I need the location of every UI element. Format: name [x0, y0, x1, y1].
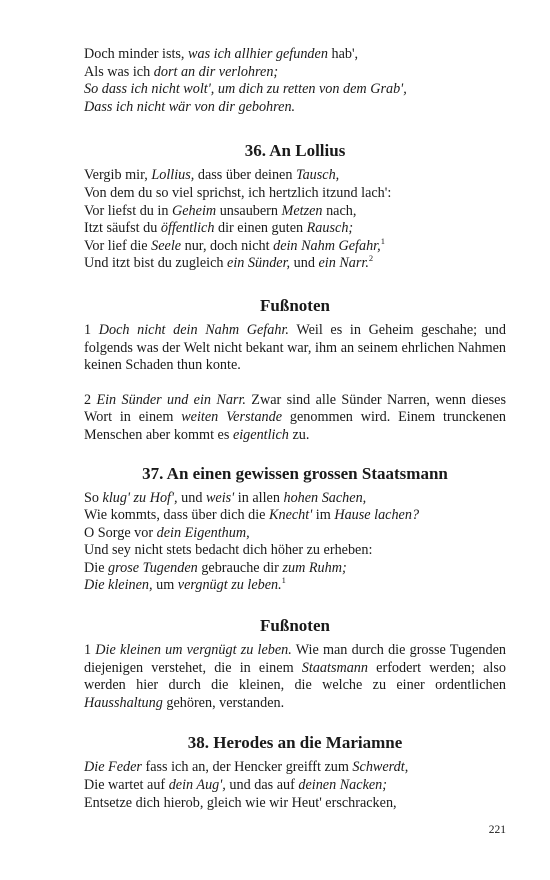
verse-line: [84, 577, 506, 595]
italic-text: Die Feder: [84, 759, 142, 776]
italic-text: dein Eigenthum,: [156, 524, 250, 541]
italic-text: Die kleinen um vergnügt zu leben.: [95, 642, 292, 659]
italic-text: Hause lachen?: [334, 507, 420, 524]
italic-text: dort an dir verlohren;: [153, 63, 279, 80]
italic-text: Staatsmann: [301, 659, 368, 676]
verse-line: [84, 46, 506, 64]
text-run: Itzt säufst du: [84, 220, 161, 237]
footnote-marker: 1: [281, 575, 286, 586]
footnote: [84, 392, 506, 445]
italic-text: ein Narr.: [318, 255, 369, 272]
poem36-title: 36. An Lollius: [244, 141, 346, 161]
poem37-title: 37. An einen gewissen grossen Staatsmann: [142, 463, 448, 483]
verse-line: [84, 542, 506, 560]
text-run: und das auf: [225, 777, 299, 794]
italic-text: Metzen: [281, 202, 323, 219]
verse-line: [84, 64, 506, 82]
text-run: Vor lief die: [84, 237, 152, 254]
italic-text: ein Sünder,: [227, 255, 291, 272]
italic-text: vergnügt zu leben.: [177, 577, 282, 594]
text-run: Entsetze dich hierob, gleich wie wir Heut' erschracken,: [84, 794, 397, 811]
text-run: im: [312, 507, 335, 524]
footnote: [84, 642, 506, 712]
verse-line: [84, 167, 506, 185]
text-run: und: [290, 255, 319, 272]
verse-line: [84, 81, 506, 99]
verse-line: [84, 525, 506, 543]
text-run: Und sey nicht stets bedacht dich höher zu erheben:: [84, 542, 373, 559]
text-run: 1: [84, 321, 99, 338]
text-run: in allen: [234, 489, 284, 506]
italic-text: Knecht': [269, 507, 313, 524]
text-run: Vergib mir,: [84, 167, 152, 184]
italic-text: Dass ich nicht wär von dir gebohren.: [84, 98, 296, 115]
italic-text: So dass ich nicht wolt', um dich zu retten von dem Grab',: [84, 81, 407, 98]
italic-text: Hausshaltung: [84, 694, 163, 711]
text-run: hab',: [327, 46, 359, 62]
text-run: Vor liefst du in: [84, 202, 173, 219]
italic-text: was ich allhier gefunden: [188, 46, 328, 62]
text-run: Zwar sind alle Sünder Narren, wenn dieses Wort in einem: [84, 391, 507, 426]
text-run: um: [152, 577, 178, 594]
text-run: dir einen guten: [214, 220, 307, 237]
text-run: Doch minder ists,: [84, 46, 189, 62]
text-run: gebrauche dir: [197, 559, 283, 576]
italic-text: hohen Sachen,: [283, 489, 367, 506]
text-run: Die: [84, 559, 109, 576]
verse-line: [84, 777, 506, 795]
poem38-title: 38. Herodes an die Mariamne: [187, 733, 403, 753]
text-run: Weil es in Geheim geschahe; und folgends was der Welt nicht bekant war, ihm an seinem ehrlichen Nahmen keinen Schaden thun konte.: [84, 321, 506, 374]
verse-line: [84, 255, 506, 273]
text-run: dass über deinen: [194, 167, 296, 184]
poem37-verse: [84, 490, 506, 596]
verse-line: [84, 235, 506, 256]
text-run: Wie kommts, dass über dich die: [84, 507, 270, 524]
verse-line: [84, 795, 506, 813]
text-run: und: [177, 489, 206, 506]
footnote: [84, 322, 506, 375]
poem36-footnotes-title: Fußnoten: [260, 295, 330, 315]
page-content: [84, 46, 506, 812]
italic-text: weiten Verstande: [181, 409, 283, 426]
text-run: Wie man durch die grosse Tugenden diejenigen verstehet, die in einem: [84, 642, 507, 676]
poem38-verse: [84, 759, 506, 812]
verse-line: [84, 99, 506, 117]
italic-text: weis': [205, 489, 235, 506]
text-run: nach,: [322, 202, 357, 219]
text-run: zu.: [288, 426, 310, 443]
text-run: Die wartet auf: [84, 777, 169, 794]
poem37-footnotes-title: Fußnoten: [260, 616, 330, 636]
verse-line: [84, 759, 506, 777]
verse-line: [84, 507, 506, 525]
text-run: 2: [84, 391, 97, 408]
text-run: gehören, verstanden.: [162, 694, 285, 711]
italic-text: grose Tugenden: [108, 559, 198, 576]
italic-text: deinen Nacken;: [298, 777, 387, 794]
text-run: erfodert werden; also werden hier durch die kleinen, die welche zu einer ordentlichen: [84, 659, 506, 694]
text-run: Von dem du so viel sprichst, ich hertzlich itzund lach':: [84, 184, 392, 201]
italic-text: Schwerdt,: [352, 759, 409, 776]
text-run: Und itzt bist du zugleich: [84, 255, 228, 272]
italic-text: Seele: [151, 237, 182, 254]
footnote-marker: 1: [380, 235, 385, 246]
italic-text: Geheim: [172, 202, 217, 219]
italic-text: klug' zu Hof',: [102, 489, 178, 506]
page-number: 221: [488, 824, 506, 836]
verse-line: [84, 490, 506, 508]
verse-line: [84, 203, 506, 221]
italic-text: dein Aug',: [168, 777, 226, 794]
italic-text: Ein Sünder und ein Narr.: [96, 391, 246, 408]
italic-text: Tausch,: [295, 167, 340, 184]
italic-text: zum Ruhm;: [282, 559, 347, 576]
text-run: O Sorge vor: [84, 524, 157, 541]
verse-line: [84, 560, 506, 578]
text-run: Als was ich: [84, 63, 154, 80]
text-run: So: [84, 489, 103, 506]
poem35-verse: [84, 46, 506, 116]
text-run: fass ich an, der Hencker greifft zum: [141, 759, 353, 776]
italic-text: Rausch;: [306, 220, 354, 237]
footnote-marker: 2: [368, 253, 374, 264]
italic-text: eigentlich: [232, 426, 289, 443]
italic-text: dein Nahm Gefahr,: [273, 237, 381, 254]
text-run: nur, doch nicht: [181, 237, 274, 254]
poem36-verse: [84, 167, 506, 273]
italic-text: Die kleinen,: [84, 577, 153, 594]
italic-text: Doch nicht dein Nahm Gefahr.: [98, 321, 289, 338]
italic-text: Lollius,: [151, 167, 195, 184]
text-run: unsaubern: [216, 202, 282, 219]
verse-line: [84, 185, 506, 203]
text-run: genommen wird. Einem trunckenen Menschen aber kommt es: [84, 409, 506, 443]
verse-line: [84, 220, 506, 238]
italic-text: öffentlich: [160, 220, 215, 237]
text-run: 1: [84, 642, 96, 659]
